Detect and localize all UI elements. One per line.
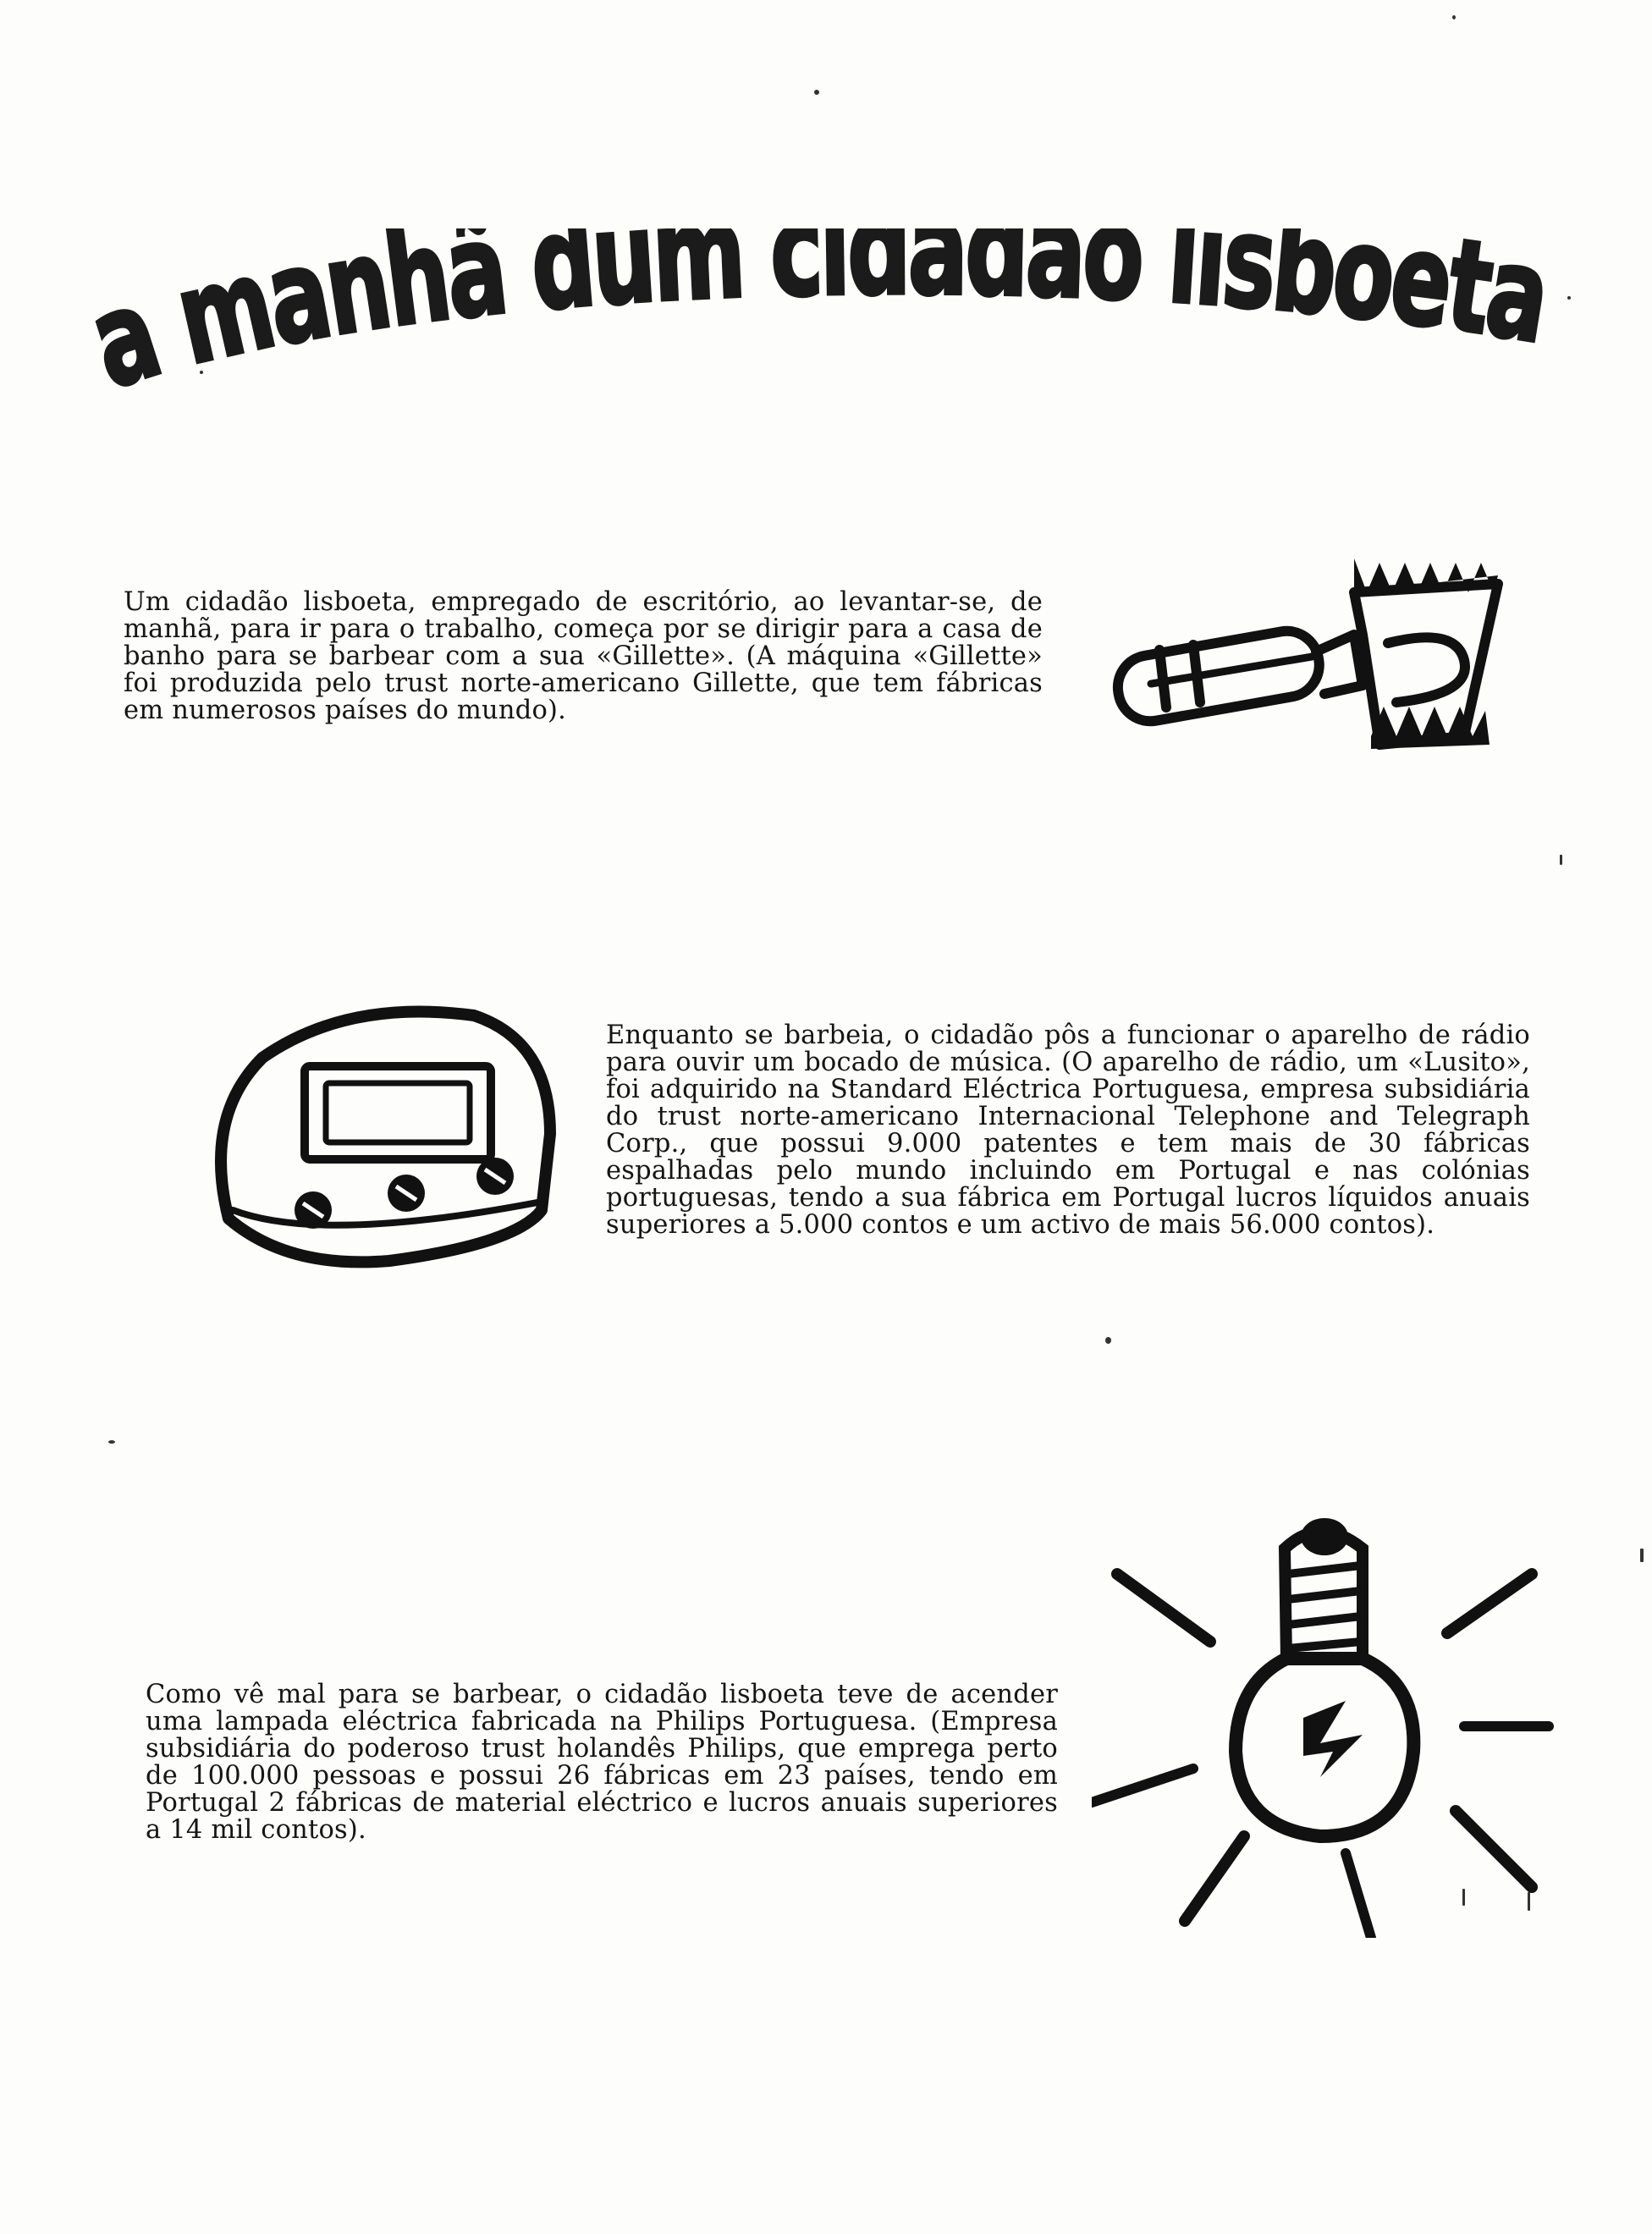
scan-speck bbox=[108, 1440, 115, 1444]
scan-speck bbox=[814, 90, 819, 95]
scan-speck bbox=[1560, 855, 1562, 865]
radio-icon bbox=[195, 965, 567, 1278]
page-title bbox=[93, 228, 1583, 432]
scan-speck bbox=[1105, 1337, 1111, 1344]
svg-text:a manhã dum cidadão lisboeta bbox=[93, 228, 1580, 418]
light-bulb-icon bbox=[1092, 1498, 1566, 1938]
scan-speck bbox=[1452, 15, 1456, 19]
paragraph-gillette: Um cidadão lisboeta, empregado de escritório, ao levantar-se, de manhã, para ir para o trabalho, começa por se dirigir para a casa de banho para se barbear com a sua «Gillette». (A máquina «Gillette» foi produzida pelo trust norte-americano Gillette, que tem fábricas em numerosos países do mundo). bbox=[124, 587, 1043, 725]
razor-icon bbox=[1100, 542, 1506, 762]
page-title-text: manhã dum cidadão lisboeta bbox=[164, 228, 1580, 394]
paragraph-radio: Enquanto se barbeia, o cidadão pôs a funcionar o aparelho de rádio para ouvir um bocado de música. (O aparelho de rádio, um «Lusito», foi adquirido na Standard Eléctrica Portuguesa, empresa subsidiária do trust norte-americano Internacional Telephone and Telegraph Corp., que possui 9.000 patentes e tem mais de 30 fábricas espalhadas pelo mundo incluindo em Portugal e nas colónias portuguesas, tendo a sua fábrica em Portugal lucros líquidos anuais superiores a 5.000 contos e um activo de mais 56.000 contos). bbox=[606, 1021, 1530, 1240]
paragraph-lamp: Como vê mal para se barbear, o cidadão lisboeta teve de acender uma lampada eléctrica fabricada na Philips Portuguesa. (Empresa subsidiária do poderoso trust holandês Philips, que emprega perto de 100.000 pessoas e possui 26 fábricas em 23 países, tendo em Portugal 2 fábricas de material eléctrico e lucros anuais superiores a 14 mil contos). bbox=[146, 1680, 1058, 1845]
scan-speck bbox=[1640, 1549, 1644, 1562]
